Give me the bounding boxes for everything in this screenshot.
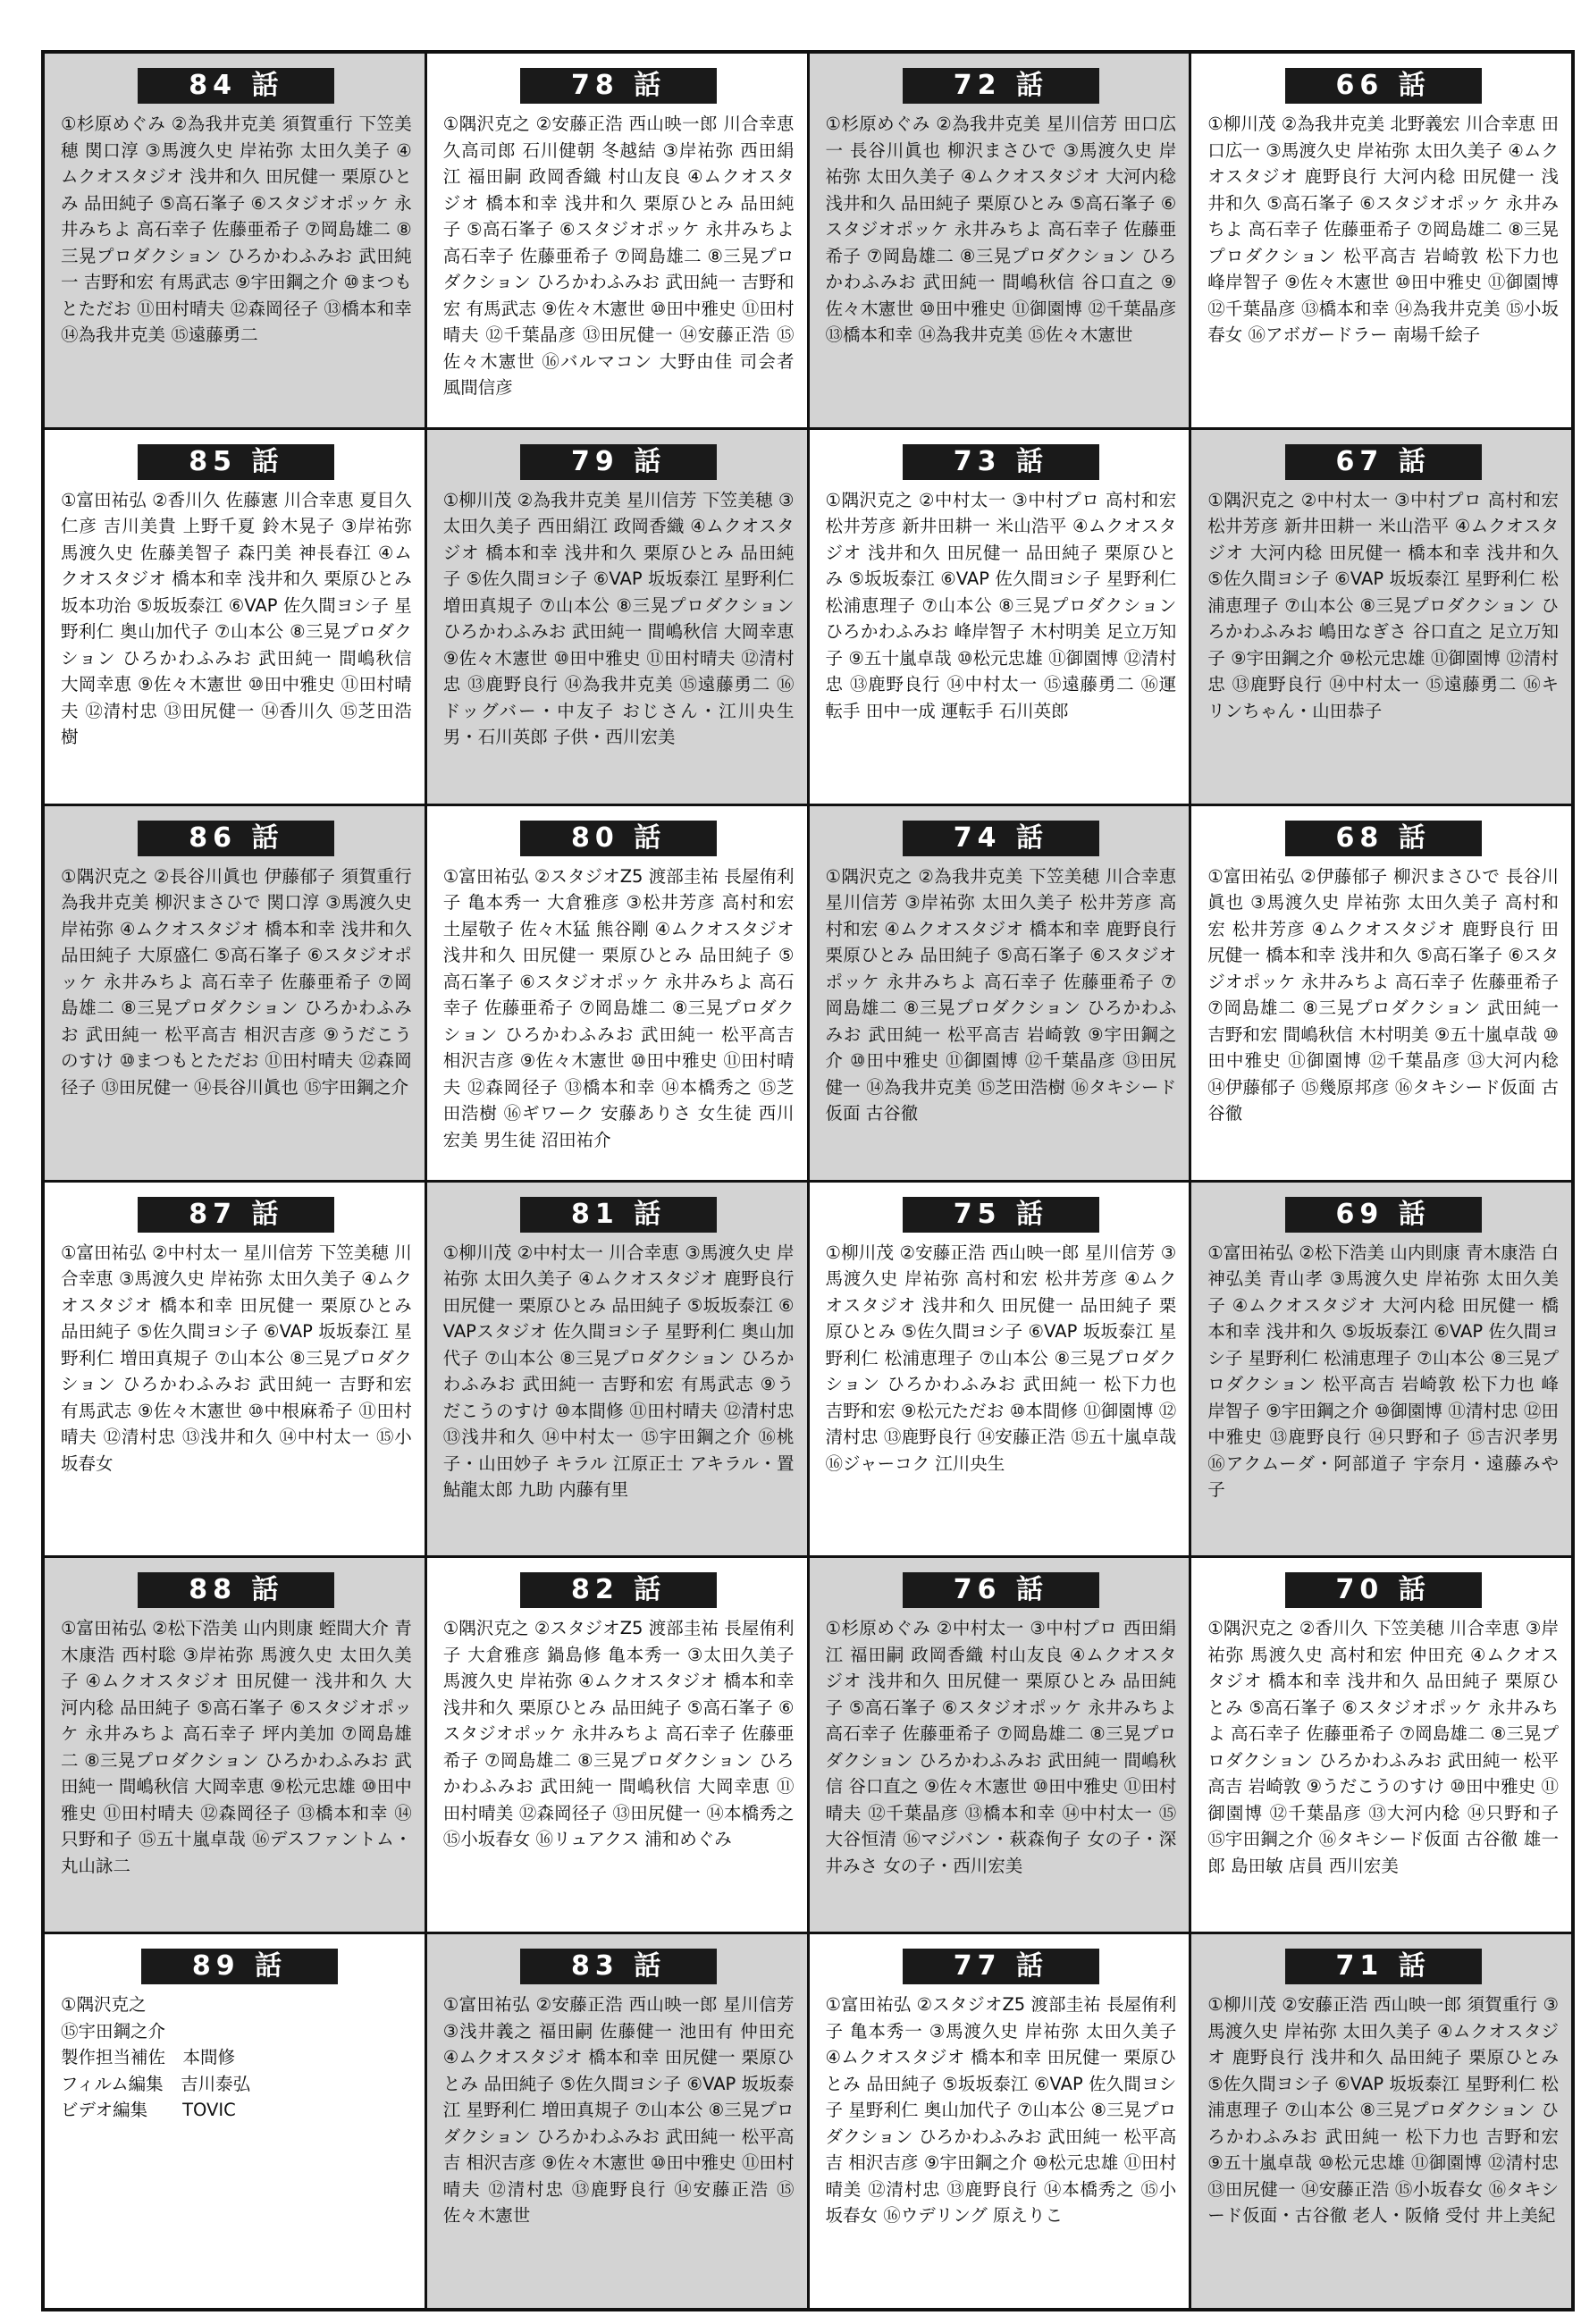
episode-77-credits: ①富田祐弘 ②スタジオZ5 渡部圭祐 長屋侑利子 亀本秀一 ③馬渡久史 岸祐弥 太田久美子 ④ムクオスタジオ 橋本和幸 田尻健一 栗原ひとみ 品田純子 ⑤坂坂泰江 ⑥VAP 佐久間ヨシ子 星野利仁 奥山加代子 ⑦山本公 ⑧三晃プロダクション ひろかわふみお 武田純一 松平高吉 相沢吉彦 ⑨宇田鋼之介 ⑩松元忠雄 ⑪田村晴美 ⑫清村忠 ⑬鹿野良行 ⑭本橋秀之 ⑮小坂春女 ⑯ウデリング 原えりこ — [825, 1994, 1177, 2227]
episode-76-credits: ①杉原めぐみ ②中村太一 ③中村プロ 西田絹江 福田嗣 政岡香織 村山友良 ④ムクオスタジオ 浅井和久 田尻健一 栗原ひとみ 品田純子 ⑤高石峯子 ⑥スタジオポッケ 永井みちよ 高石幸子 佐藤亜希子 ⑦岡島雄二 ⑧三晃プロダクション ひろかわふみお 武田純一 間嶋秋信 谷口直之 ⑨佐々木憲世 ⑩田中雅史 ⑪田村晴夫 ⑫千葉晶彦 ⑬橋本和幸 ⑭中村太一 ⑮大谷恒清 ⑯マジバン・萩森侚子 女の子・深井みさ 女の子・西川宏美 — [825, 1618, 1177, 1876]
episode-74-title: 74 話 — [903, 821, 1099, 856]
episode-88-credits: ①富田祐弘 ②松下浩美 山内則康 蛭間大介 青木康浩 西村聡 ③岸祐弥 馬渡久史 太田久美子 ④ムクオスタジオ 田尻健一 浅井和久 大河内稔 品田純子 ⑤高石峯子 ⑥スタジオポッケ 永井みちよ 高石幸子 坪内美加 ⑦岡島雄二 ⑧三晃プロダクション ひろかわふみお 武田純一 間嶋秋信 大岡幸恵 ⑨松元忠雄 ⑩田中雅史 ⑪田村晴夫 ⑫森岡径子 ⑬橋本和幸 ⑭只野和子 ⑮五十嵐卓哉 ⑯デスファントム・丸山詠二 — [61, 1618, 412, 1876]
episode-70-title: 70 話 — [1285, 1572, 1482, 1608]
episode-67-title: 67 話 — [1285, 444, 1482, 480]
episode-66-cell — [1191, 54, 1571, 427]
episode-74-cell — [810, 806, 1190, 1180]
episode-68-cell — [1191, 806, 1571, 1180]
episode-69-cell — [1191, 1183, 1571, 1556]
episode-74-credits: ①隅沢克之 ②為我井克美 下笠美穂 川合幸恵 星川信芳 ③岸祐弥 太田久美子 松井芳彦 高村和宏 ④ムクオスタジオ 橋本和幸 鹿野良行 栗原ひとみ 品田純子 ⑤高石峯子 ⑥スタジオポッケ 永井みちよ 高石幸子 佐藤亜希子 ⑦岡島雄二 ⑧三晃プロダクション ひろかわふみお 武田純一 松平高吉 岩崎敦 ⑨宇田鋼之介 ⑩田中雅史 ⑪御園博 ⑫千葉晶彦 ⑬田尻健一 ⑭為我井克美 ⑮芝田浩樹 ⑯タキシード仮面 古谷徹 — [825, 865, 1177, 1124]
episode-85-credits: ①富田祐弘 ②香川久 佐藤憲 川合幸恵 夏目久仁彦 吉川美貴 上野千夏 鈴木晃子 ③岸祐弥 馬渡久史 佐藤美智子 森円美 神長春江 ④ムクオスタジオ 橋本和幸 浅井和久 栗原ひとみ 坂本功治 ⑤坂坂泰江 ⑥VAP 佐久間ヨシ子 星野利仁 奥山加代子 ⑦山本公 ⑧三晃プロダクション ひろかわふみお 武田純一 間嶋秋信 大岡幸恵 ⑨佐々木憲世 ⑩田中雅史 ⑪田村晴夫 ⑫清村忠 ⑬田尻健一 ⑭香川久 ⑮芝田浩樹 — [61, 489, 412, 748]
episode-83-credits: ①富田祐弘 ②安藤正浩 西山映一郎 星川信芳 ③浅井義之 福田嗣 佐藤健一 池田有 仲田充 ④ムクオスタジオ 橋本和幸 田尻健一 栗原ひとみ 品田純子 ⑤佐久間ヨシ子 ⑥VAP 坂坂泰江 星野利仁 増田真規子 ⑦山本公 ⑧三晃プロダクション ひろかわふみお 武田純一 松平高吉 相沢吉彦 ⑨佐々木憲世 ⑩田中雅史 ⑪田村晴夫 ⑫清村忠 ⑬鹿野良行 ⑭安藤正浩 ⑮佐々木憲世 — [442, 1994, 795, 2227]
episode-78-title: 78 話 — [520, 68, 717, 104]
episode-67-cell — [1191, 430, 1571, 804]
episode-86-credits: ①隅沢克之 ②長谷川眞也 伊藤郁子 須賀重行 為我井克美 柳沢まさひで 関口淳 ③馬渡久史 岸祐弥 ④ムクオスタジオ 橋本和幸 浅井和久 品田純子 大原盛仁 ⑤高石峯子 ⑥スタジオポッケ 永井みちよ 高石幸子 佐藤亜希子 ⑦岡島雄二 ⑧三晃プロダクション ひろかわふみお 武田純一 松平高吉 相沢吉彦 ⑨うだこうのすけ ⑩まつもとただお ⑪田村晴夫 ⑫森岡径子 ⑬田尻健一 ⑭長谷川眞也 ⑮宇田鋼之介 — [61, 865, 412, 1098]
episode-75-credits: ①柳川茂 ②安藤正浩 西山映一郎 星川信芳 ③馬渡久史 岸祐弥 高村和宏 松井芳彦 ④ムクオスタジオ 浅井和久 田尻健一 品田純子 栗原ひとみ ⑤佐久間ヨシ子 ⑥VAP 坂坂泰江 星野利仁 松浦恵理子 ⑦山本公 ⑧三晃プロダクション ひろかわふみお 武田純一 松下力也 吉野和宏 ⑨松元ただお ⑩本間修 ⑪御園博 ⑫清村忠 ⑬鹿野良行 ⑭安藤正浩 ⑮五十嵐卓哉 ⑯ジャーコク 江川央生 — [825, 1242, 1177, 1474]
episode-86-title: 86 話 — [138, 821, 334, 856]
episode-86-cell — [45, 806, 425, 1180]
episode-82-credits: ①隅沢克之 ②スタジオZ5 渡部圭祐 長屋侑利子 大倉雅彦 鍋島修 亀本秀一 ③太田久美子 馬渡久史 岸祐弥 ④ムクオスタジオ 橋本和幸 浅井和久 栗原ひとみ 品田純子 ⑤高石峯子 ⑥スタジオポッケ 永井みちよ 高石幸子 佐藤亜希子 ⑦岡島雄二 ⑧三晃プロダクション ひろかわふみお 武田純一 間嶋秋信 大岡幸恵 ⑪田村晴美 ⑫森岡径子 ⑬田尻健一 ⑭本橋秀之 ⑮小坂春女 ⑯リュアクス 浦和めぐみ — [442, 1618, 795, 1850]
episode-83-cell — [427, 1934, 807, 2308]
episode-70-credits: ①隅沢克之 ②香川久 下笠美穂 川合幸恵 ③岸祐弥 馬渡久史 高村和宏 仲田充 ④ムクオスタジオ 橋本和幸 浅井和久 品田純子 栗原ひとみ ⑤高石峯子 ⑥スタジオポッケ 永井みちよ 高石幸子 佐藤亜希子 ⑦岡島雄二 ⑧三晃プロダクション ひろかわふみお 武田純一 松平高吉 岩崎敦 ⑨うだこうのすけ ⑩田中雅史 ⑪御園博 ⑫千葉晶彦 ⑬大河内稔 ⑭只野和子 ⑮宇田鋼之介 ⑯タキシード仮面 古谷徹 雄一郎 島田敏 店員 西川宏美 — [1207, 1618, 1559, 1876]
episode-81-title: 81 話 — [520, 1197, 717, 1233]
episode-89-cell — [45, 1934, 425, 2308]
episode-76-cell — [810, 1558, 1190, 1932]
episode-80-cell — [427, 806, 807, 1180]
episode-82-cell — [427, 1558, 807, 1932]
episode-71-title: 71 話 — [1285, 1949, 1482, 1984]
episode-68-title: 68 話 — [1285, 821, 1482, 856]
episode-69-title: 69 話 — [1285, 1197, 1482, 1233]
episode-67-credits: ①隅沢克之 ②中村太一 ③中村プロ 高村和宏 松井芳彦 新井田耕一 米山浩平 ④ムクオスタジオ 大河内稔 田尻健一 橋本和幸 浅井和久 ⑤佐久間ヨシ子 ⑥VAP 坂坂泰江 星野利仁 松浦恵理子 ⑦山本公 ⑧三晃プロダクション ひろかわふみお 嶋田なぎさ 谷口直之 足立万知子 ⑨宇田鋼之介 ⑩松元忠雄 ⑪御園博 ⑫清村忠 ⑬鹿野良行 ⑭中村太一 ⑮遠藤勇二 ⑯キリンちゃん・山田恭子 — [1207, 489, 1559, 721]
episode-78-credits: ①隅沢克之 ②安藤正浩 西山映一郎 川合幸恵 久高司郎 石川健朝 冬越結 ③岸祐弥 西田絹江 福田嗣 政岡香織 村山友良 ④ムクオスタジオ 橋本和幸 浅井和久 栗原ひとみ 品田純子 ⑤高石峯子 ⑥スタジオポッケ 永井みちよ 高石幸子 佐藤亜希子 ⑦岡島雄二 ⑧三晃プロダクション ひろかわふみお 武田純一 吉野和宏 有馬武志 ⑨佐々木憲世 ⑩田中雅史 ⑪田村晴夫 ⑫千葉晶彦 ⑬田尻健一 ⑭安藤正浩 ⑮佐々木憲世 ⑯バルマコン 大野由佳 司会者 風間信彦 — [442, 114, 795, 398]
episode-82-title: 82 話 — [520, 1572, 717, 1608]
episode-84-title: 84 話 — [138, 68, 334, 104]
episode-80-credits: ①富田祐弘 ②スタジオZ5 渡部圭祐 長屋侑利子 亀本秀一 大倉雅彦 ③松井芳彦 高村和宏 土屋敬子 佐々木猛 熊谷剛 ④ムクオスタジオ 浅井和久 田尻健一 栗原ひとみ 品田純子 ⑤高石峯子 ⑥スタジオポッケ 永井みちよ 高石幸子 佐藤亜希子 ⑦岡島雄二 ⑧三晃プロダクション ひろかわふみお 武田純一 松平高吉 相沢吉彦 ⑨佐々木憲世 ⑩田中雅史 ⑪田村晴夫 ⑫森岡径子 ⑬橋本和幸 ⑭本橋秀之 ⑮芝田浩樹 ⑯ギワーク 安藤ありさ 女生徒 西川宏美 男生徒 沼田祐介 — [442, 865, 795, 1150]
episode-68-credits: ①富田祐弘 ②伊藤郁子 柳沢まさひで 長谷川眞也 ③馬渡久史 岸祐弥 太田久美子 高村和宏 松井芳彦 ④ムクオスタジオ 鹿野良行 田尻健一 橋本和幸 浅井和久 ⑤高石峯子 ⑥スタジオポッケ 永井みちよ 高石幸子 佐藤亜希子 ⑦岡島雄二 ⑧三晃プロダクション 武田純一 吉野和宏 間嶋秋信 木村明美 ⑨五十嵐卓哉 ⑩田中雅史 ⑪御園博 ⑫千葉晶彦 ⑬大河内稔 ⑭伊藤郁子 ⑮幾原邦彦 ⑯タキシード仮面 古谷徹 — [1207, 865, 1559, 1124]
episode-88-title: 88 話 — [138, 1572, 334, 1608]
episode-87-cell — [45, 1183, 425, 1556]
episode-80-title: 80 話 — [520, 821, 717, 856]
episode-88-cell — [45, 1558, 425, 1932]
episode-85-cell — [45, 430, 425, 804]
episode-87-credits: ①富田祐弘 ②中村太一 星川信芳 下笠美穂 川合幸恵 ③馬渡久史 岸祐弥 太田久美子 ④ムクオスタジオ 橋本和幸 田尻健一 栗原ひとみ 品田純子 ⑤佐久間ヨシ子 ⑥VAP 坂坂泰江 星野利仁 増田真規子 ⑦山本公 ⑧三晃プロダクション ひろかわふみお 武田純一 吉野和宏 有馬武志 ⑨佐々木憲世 ⑩中根麻希子 ⑪田村晴夫 ⑫清村忠 ⑬浅井和久 ⑭中村太一 ⑮小坂春女 — [61, 1242, 412, 1474]
episode-72-cell — [810, 54, 1190, 427]
episode-81-cell — [427, 1183, 807, 1556]
episode-71-cell — [1191, 1934, 1571, 2308]
episode-81-credits: ①柳川茂 ②中村太一 川合幸恵 ③馬渡久史 岸祐弥 太田久美子 ④ムクオスタジオ 鹿野良行 田尻健一 栗原ひとみ 品田純子 ⑤坂坂泰江 ⑥VAPスタジオ 佐久間ヨシ子 星野利仁 奥山加代子 ⑦山本公 ⑧三晃プロダクション ひろかわふみお 武田純一 吉野和宏 有馬武志 ⑨うだこうのすけ ⑩本間修 ⑪田村晴夫 ⑫清村忠 ⑬浅井和久 ⑭中村太一 ⑮宇田鋼之介 ⑯桃子・山田妙子 キラル 江原正士 アキラル・置鮎龍太郎 九助 内藤有里 — [442, 1242, 795, 1500]
episode-75-title: 75 話 — [903, 1197, 1099, 1233]
episode-89-title: 89 話 — [141, 1949, 338, 1984]
credits-grid — [41, 50, 1575, 2311]
episode-78-cell — [427, 54, 807, 427]
episode-89-credits: ①隅沢克之 ⑮宇田鋼之介 製作担当補佐 本間修 フィルム編集 吉川泰弘 ビデオ編集 TOVIC — [61, 1994, 251, 2121]
episode-87-title: 87 話 — [138, 1197, 334, 1233]
episode-77-cell — [810, 1934, 1190, 2308]
episode-79-cell — [427, 430, 807, 804]
episode-73-title: 73 話 — [903, 444, 1099, 480]
episode-76-title: 76 話 — [903, 1572, 1099, 1608]
episode-79-credits: ①柳川茂 ②為我井克美 星川信芳 下笠美穂 ③太田久美子 西田絹江 政岡香織 ④ムクオスタジオ 橋本和幸 浅井和久 栗原ひとみ 品田純子 ⑤佐久間ヨシ子 ⑥VAP 坂坂泰江 星野利仁 増田真規子 ⑦山本公 ⑧三晃プロダクション ひろかわふみお 武田純一 間嶋秋信 大岡幸恵 ⑨佐々木憲世 ⑩田中雅史 ⑪田村晴夫 ⑫清村忠 ⑬鹿野良行 ⑭為我井克美 ⑮遠藤勇二 ⑯ドッグバー・中友子 おじさん・江川央生 男・石川英郎 子供・西川宏美 — [442, 489, 795, 748]
episode-77-title: 77 話 — [903, 1949, 1099, 1984]
episode-71-credits: ①柳川茂 ②安藤正浩 西山映一郎 須賀重行 ③馬渡久史 岸祐弥 太田久美子 ④ムクオスタジオ 鹿野良行 浅井和久 品田純子 栗原ひとみ ⑤佐久間ヨシ子 ⑥VAP 坂坂泰江 星野利仁 松浦恵理子 ⑦山本公 ⑧三晃プロダクション ひろかわふみお 武田純一 松下力也 吉野和宏 ⑨五十嵐卓哉 ⑩松元忠雄 ⑪御園博 ⑫清村忠 ⑬田尻健一 ⑭安藤正浩 ⑮小坂春女 ⑯タキシード仮面・古谷徹 老人・阪脩 受付 井上美紀 — [1207, 1994, 1559, 2227]
episode-84-cell — [45, 54, 425, 427]
episode-73-credits: ①隅沢克之 ②中村太一 ③中村プロ 高村和宏 松井芳彦 新井田耕一 米山浩平 ④ムクオスタジオ 浅井和久 田尻健一 品田純子 栗原ひとみ ⑤坂坂泰江 ⑥VAP 佐久間ヨシ子 星野利仁 松浦恵理子 ⑦山本公 ⑧三晃プロダクション ひろかわふみお 峰岸智子 木村明美 足立万知子 ⑨五十嵐卓哉 ⑩松元忠雄 ⑪御園博 ⑫清村忠 ⑬鹿野良行 ⑭中村太一 ⑮遠藤勇二 ⑯運転手 田中一成 運転手 石川英郎 — [825, 489, 1177, 721]
episode-72-title: 72 話 — [903, 68, 1099, 104]
episode-84-credits: ①杉原めぐみ ②為我井克美 須賀重行 下笠美穂 関口淳 ③馬渡久史 岸祐弥 太田久美子 ④ムクオスタジオ 浅井和久 田尻健一 栗原ひとみ 品田純子 ⑤高石峯子 ⑥スタジオポッケ 永井みちよ 高石幸子 佐藤亜希子 ⑦岡島雄二 ⑧三晃プロダクション ひろかわふみお 武田純一 吉野和宏 有馬武志 ⑨宇田鋼之介 ⑩まつもとただお ⑪田村晴夫 ⑫森岡径子 ⑬橋本和幸 ⑭為我井克美 ⑮遠藤勇二 — [61, 114, 412, 345]
episode-79-title: 79 話 — [520, 444, 717, 480]
episode-75-cell — [810, 1183, 1190, 1556]
episode-72-credits: ①杉原めぐみ ②為我井克美 星川信芳 田口広一 長谷川眞也 柳沢まさひで ③馬渡久史 岸祐弥 太田久美子 ④ムクオスタジオ 大河内稔 浅井和久 品田純子 栗原ひとみ ⑤高石峯子 ⑥スタジオポッケ 永井みちよ 高石幸子 佐藤亜希子 ⑦岡島雄二 ⑧三晃プロダクション ひろかわふみお 武田純一 間嶋秋信 谷口直之 ⑨佐々木憲世 ⑩田中雅史 ⑪御園博 ⑫千葉晶彦 ⑬橋本和幸 ⑭為我井克美 ⑮佐々木憲世 — [825, 114, 1177, 345]
episode-73-cell — [810, 430, 1190, 804]
episode-83-title: 83 話 — [520, 1949, 717, 1984]
episode-85-title: 85 話 — [138, 444, 334, 480]
episode-66-title: 66 話 — [1285, 68, 1482, 104]
episode-69-credits: ①富田祐弘 ②松下浩美 山内則康 青木康浩 白神弘美 青山孝 ③馬渡久史 岸祐弥 太田久美子 ④ムクオスタジオ 大河内稔 田尻健一 橋本和幸 浅井和久 ⑤坂坂泰江 ⑥VAP 佐久間ヨシ子 星野利仁 松浦恵理子 ⑦山本公 ⑧三晃プロダクション 松平高吉 岩崎敦 松下力也 峰岸智子 ⑨宇田鋼之介 ⑩御園博 ⑪清村忠 ⑫田中雅史 ⑬鹿野良行 ⑭只野和子 ⑮吉沢孝男 ⑯アクムーダ・阿部道子 宇奈月・遠藤みや子 — [1207, 1242, 1559, 1500]
episode-66-credits: ①柳川茂 ②為我井克美 北野義宏 川合幸恵 田口広一 ③馬渡久史 岸祐弥 太田久美子 ④ムクオスタジオ 鹿野良行 大河内稔 田尻健一 浅井和久 ⑤高石峯子 ⑥スタジオポッケ 永井みちよ 高石幸子 佐藤亜希子 ⑦岡島雄二 ⑧三晃プロダクション 松平高吉 岩崎敦 松下力也 峰岸智子 ⑨佐々木憲世 ⑩田中雅史 ⑪御園博 ⑫千葉晶彦 ⑬橋本和幸 ⑭為我井克美 ⑮小坂春女 ⑯アボガードラー 南場千絵子 — [1207, 114, 1559, 345]
episode-70-cell — [1191, 1558, 1571, 1932]
